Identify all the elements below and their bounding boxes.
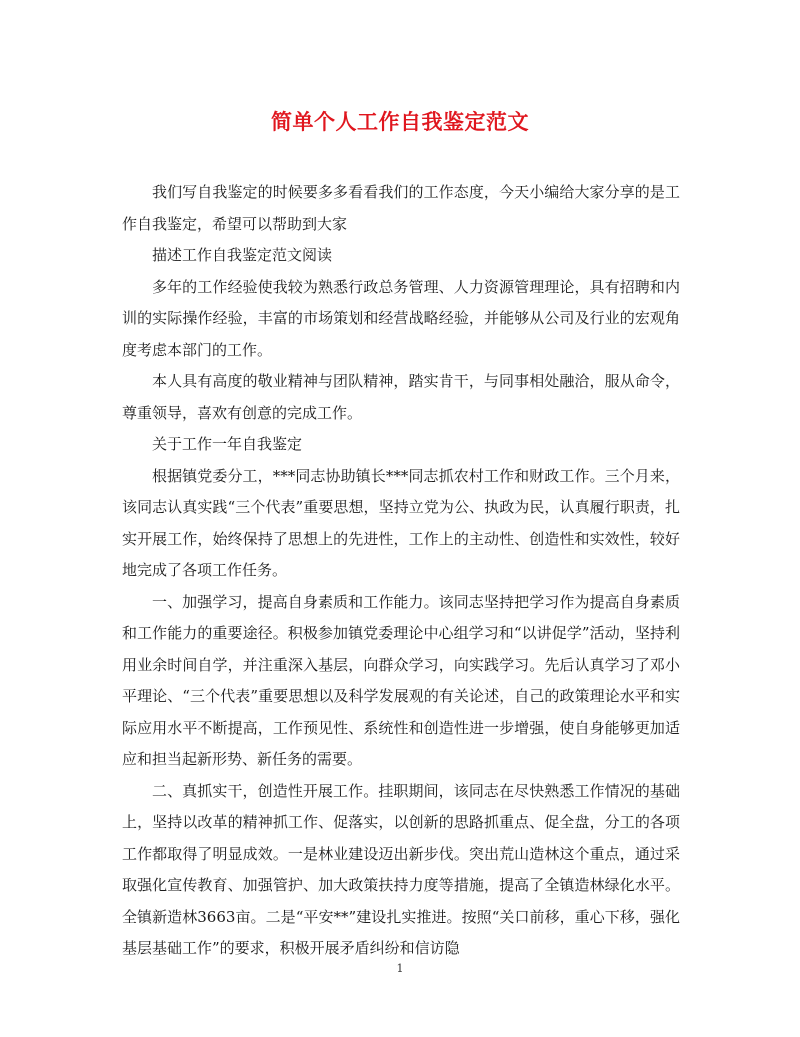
paragraph-experience: 多年的工作经验使我较为熟悉行政总务管理、人力资源管理理论，具有招聘和内训的实际操作经验，丰富的市场策划和经营战略经验，并能够从公司及行业的宏观角度考虑本部门的工作。 (122, 277, 680, 359)
paragraph-attitude: 本人具有高度的敬业精神与团队精神，踏实肯干，与同事相处融洽，服从命令，尊重领导，喜欢有创意的完成工作。 (122, 372, 680, 422)
document-title: 简单个人工作自我鉴定范文 (271, 109, 529, 134)
paragraph-assignment: 根据镇党委分工，***同志协助镇长***同志抓农村工作和财政工作。三个月来，该同志认真实践“三个代表”重要思想，坚持立党为公、执政为民，认真履行职责，扎实开展工作，始终保持了思想上的先进性，工作上的主动性、创造性和实效性，较好地完成了各项工作任务。 (122, 466, 680, 579)
paragraph-section-1: 一、加强学习，提高自身素质和工作能力。该同志坚持把学习作为提高自身素质和工作能力的重要途径。积极参加镇党委理论中心组学习和“以讲促学”活动，坚持利用业余时间自学，并注重深入基层，向群众学习，向实践学习。先后认真学习了邓小平理论、“三个代表”重要思想以及科学发展观的有关论述，自己的政策理论水平和实际应用水平不断提高，工作预见性、系统性和创造性进一步增强，使自身能够更加适应和担当起新形势、新任务的需要。 (122, 592, 680, 768)
document-body (122, 177, 680, 965)
page-number: 1 (396, 962, 404, 975)
paragraph-section-2: 二、真抓实干，创造性开展工作。挂职期间，该同志在尽快熟悉工作情况的基础上，坚持以改革的精神抓工作、促落实，以创新的思路抓重点、促全盘，分工的各项工作都取得了明显成效。一是林业建设迈出新步伐。突出荒山造林这个重点，通过采取强化宣传教育、加强管护、加大政策扶持力度等措施，提高了全镇造林绿化水平。全镇新造林3663亩。二是“平安**”建设扎实推进。按照“关口前移，重心下移，强化基层基础工作”的要求，积极开展矛盾纠纷和信访隐 (122, 781, 680, 957)
paragraph-subheading-2: 关于工作一年自我鉴定 (152, 435, 303, 453)
paragraph-intro: 我们写自我鉴定的时候要多多看看我们的工作态度，今天小编给大家分享的是工作自我鉴定，希望可以帮助到大家 (122, 183, 680, 233)
paragraph-subheading-1: 描述工作自我鉴定范文阅读 (152, 246, 333, 264)
